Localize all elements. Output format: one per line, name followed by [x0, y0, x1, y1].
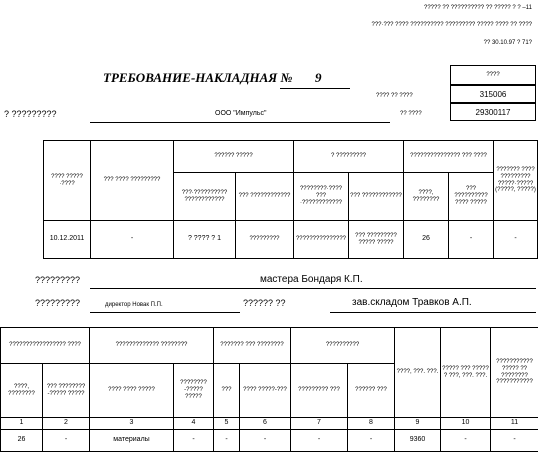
row-cell-material: материалы	[90, 430, 174, 452]
col-price: ????, ???. ???.	[395, 328, 441, 418]
row-cell: -	[240, 430, 291, 452]
row-cell: -	[291, 430, 348, 452]
sub-col-5: ???	[214, 364, 240, 418]
organization-underline	[90, 122, 390, 123]
allowed-label: ?????? ??	[243, 298, 286, 308]
sub-receiver-1: ????????·???? ???·????????????	[294, 173, 349, 221]
allowed-value: зав.складом Травков А.П.	[352, 297, 472, 308]
through-underline	[90, 288, 536, 289]
group-receiver: ? ?????????	[294, 141, 404, 173]
document-number: 9	[315, 70, 322, 85]
through-value: мастера Бондаря К.П.	[260, 274, 363, 285]
sub-col-7: ????????? ???	[291, 364, 348, 418]
row-cell: -	[43, 430, 90, 452]
cell-unit: -	[494, 221, 538, 259]
cell-sender-1: ? ???? ? 1	[174, 221, 236, 259]
document-title: ТРЕБОВАНИЕ-НАКЛАДНАЯ №	[103, 70, 293, 85]
form-header-line-1: ????? ?? ?????????? ?? ????? ? ? –11	[424, 5, 532, 11]
row-cell: -	[174, 430, 214, 452]
items-table	[0, 327, 538, 452]
group-account: ????????????????? ????	[1, 328, 90, 364]
allowed-underline	[330, 312, 536, 313]
index-cell: 4	[174, 418, 214, 430]
requested-underline	[90, 312, 240, 313]
form-header-line-3: ?? 30.10.97 ? 71?	[483, 40, 532, 46]
sub-col-6: ???? ?????-???	[240, 364, 291, 418]
col-unit: ??????? ???? ????????? ?????·????? (?????, ?????)	[494, 141, 538, 221]
row-cell: 26	[1, 430, 43, 452]
sub-col-3: ???? ???? ?????	[90, 364, 174, 418]
group-account: ??????????????? ??? ????	[404, 141, 494, 173]
sub-col-2: ??? ????????-????? ?????	[43, 364, 90, 418]
index-cell: 10	[441, 418, 491, 430]
cell-account-2: -	[449, 221, 494, 259]
row-cell: -	[491, 430, 538, 452]
row-cell: -	[441, 430, 491, 452]
col-sum: ????? ??? ????? ? ???, ???. ???.	[441, 328, 491, 418]
sub-col-1: ????, ????????	[1, 364, 43, 418]
col-card-number: ??????????? ????? ?? ???????? ???????????	[491, 328, 538, 418]
sub-account-2: ??? ?????????? ???? ?????	[449, 173, 494, 221]
group-quantity: ??????????	[291, 328, 395, 364]
cell-receiver-2: ??? ????????? ????? ?????	[349, 221, 404, 259]
requested-label: ?????????	[35, 298, 81, 308]
requested-value: директор Новак П.П.	[105, 302, 163, 308]
index-cell: 7	[291, 418, 348, 430]
cell-receiver-1: ???????????????	[294, 221, 349, 259]
col-operation-code: ??? ???? ?????????	[91, 141, 174, 221]
row-cell: -	[348, 430, 395, 452]
col-date: ???? ?????·????	[44, 141, 91, 221]
through-label: ?????????	[35, 275, 81, 285]
organization-value: ООО "Импульс"	[215, 110, 267, 117]
index-cell: 2	[43, 418, 90, 430]
index-cell: 5	[214, 418, 240, 430]
index-cell: 6	[240, 418, 291, 430]
index-cell: 3	[90, 418, 174, 430]
okpo-code-value: 29300117	[450, 103, 536, 121]
form-code-value: 315006	[450, 85, 536, 103]
codes-header: ????	[450, 65, 536, 85]
index-cell: 11	[491, 418, 538, 430]
index-cell: 8	[348, 418, 395, 430]
index-cell: 1	[1, 418, 43, 430]
organization-label: ? ?????????	[4, 109, 57, 119]
row-cell: -	[214, 430, 240, 452]
cell-sender-2: ?????????	[236, 221, 294, 259]
sub-sender-2: ??? ????????????	[236, 173, 294, 221]
group-sender: ?????? ?????	[174, 141, 294, 173]
row-cell-price: 9360	[395, 430, 441, 452]
cell-operation-code: -	[91, 221, 174, 259]
group-unit: ??????? ??? ????????	[214, 328, 291, 364]
cell-account-1: 26	[404, 221, 449, 259]
sub-col-8: ?????? ???	[348, 364, 395, 418]
sub-sender-1: ???·?????????? ????????????	[174, 173, 236, 221]
sub-receiver-2: ??? ????????????	[349, 173, 404, 221]
form-header-line-2: ???·??? ???? ?????????? ????????? ????? ???? ?? ????	[371, 22, 532, 28]
form-code-label: ???? ?? ????	[376, 93, 413, 99]
okpo-label: ?? ????	[400, 111, 422, 117]
sub-account-1: ????, ????????	[404, 173, 449, 221]
sub-col-4: ????????-????? ?????	[174, 364, 214, 418]
header-table	[43, 140, 538, 259]
group-material: ????????????? ????????	[90, 328, 214, 364]
index-cell: 9	[395, 418, 441, 430]
number-underline	[280, 88, 350, 89]
cell-date: 10.12.2011	[44, 221, 91, 259]
